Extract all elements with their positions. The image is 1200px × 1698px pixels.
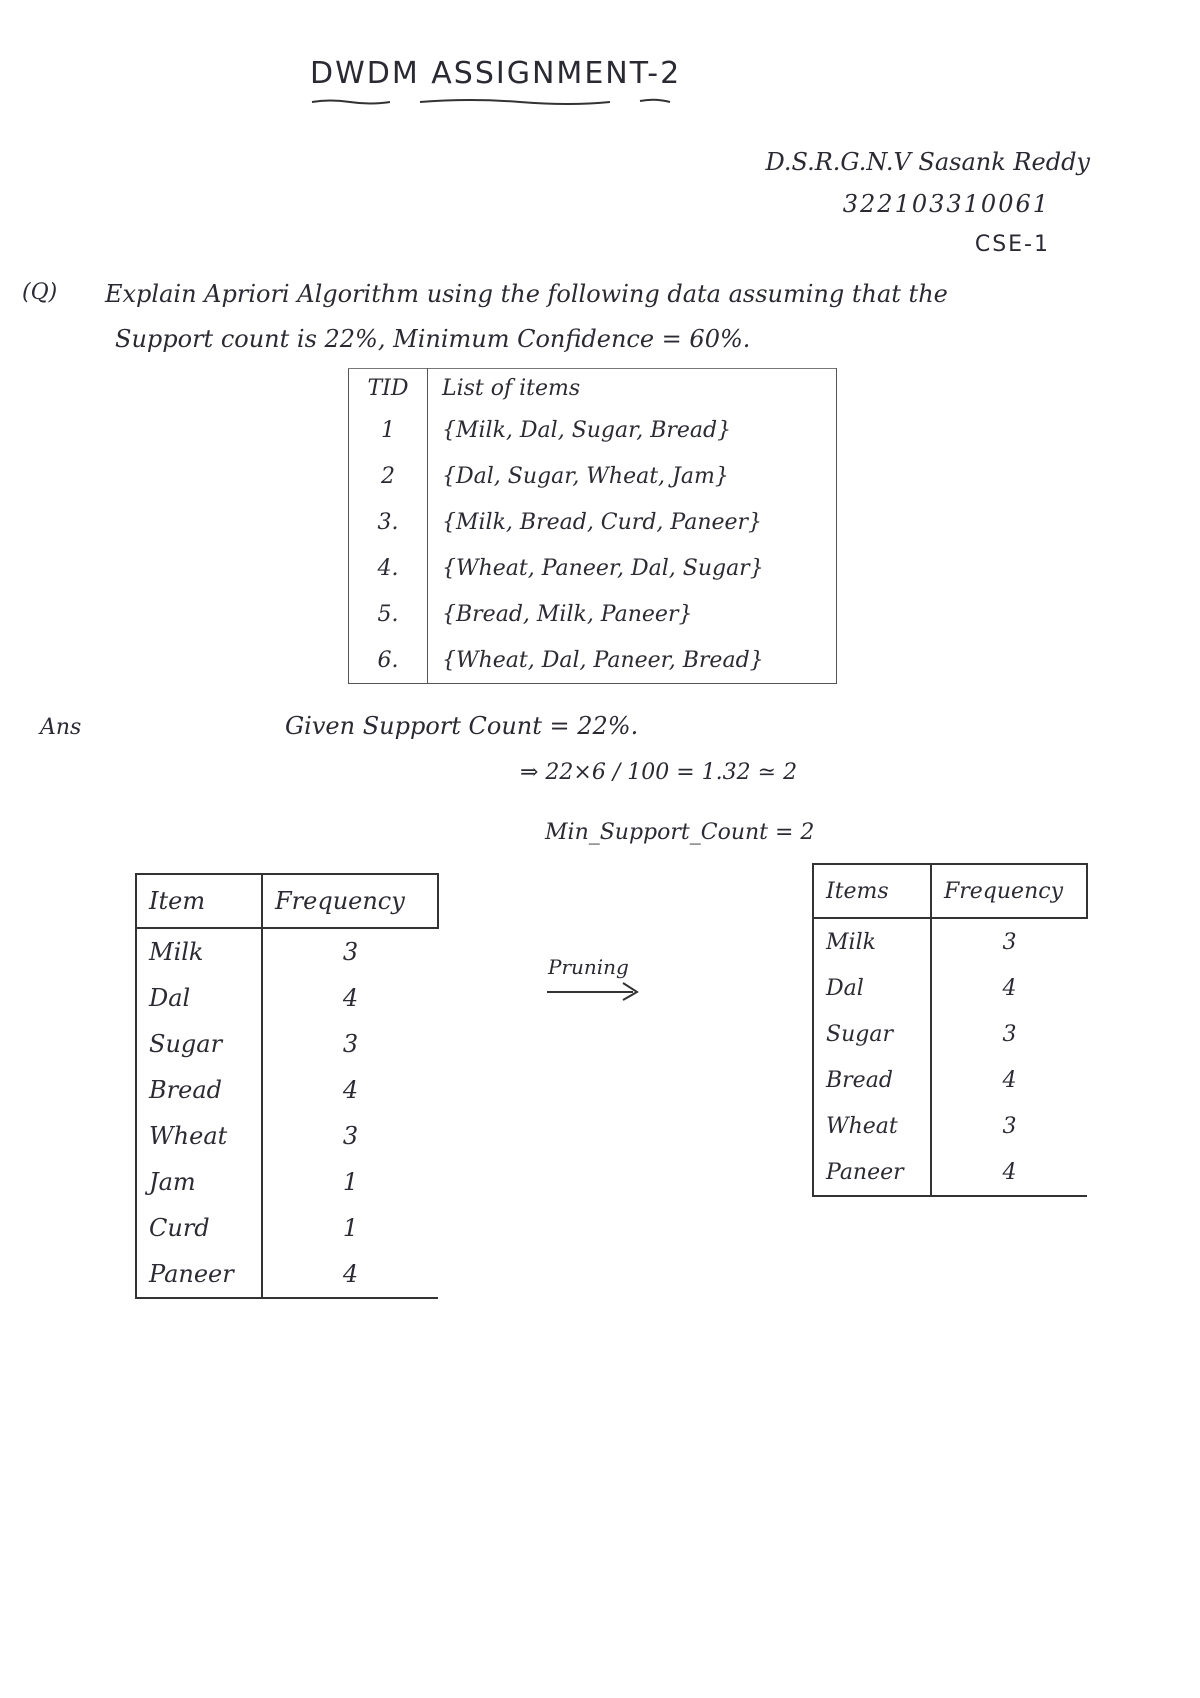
frequency-cell: 3	[1002, 929, 1017, 955]
tid-cell: 4.	[349, 545, 428, 591]
table-row	[813, 1057, 1087, 1103]
item-cell: Bread	[136, 1067, 262, 1113]
frequency-header: Frequency	[931, 864, 1087, 918]
frequency-cell: 1	[342, 1168, 359, 1196]
section-label: CSE-1	[974, 232, 1050, 257]
frequency-cell: 4	[262, 1251, 438, 1298]
item-cell: Bread	[813, 1057, 931, 1103]
item-cell: Sugar	[136, 1021, 262, 1067]
table-row	[136, 1113, 438, 1159]
table-row	[349, 637, 837, 684]
table-row	[136, 975, 438, 1021]
support-calculation: ⇒ 22×6 / 100 = 1.32 ≃ 2	[520, 760, 798, 785]
item-cell: Paneer	[813, 1149, 931, 1196]
min-support-text: Min_Support_Count = 2	[545, 820, 815, 845]
items-cell: {Dal, Sugar, Wheat, Jam}	[428, 453, 837, 499]
roll-number: 322103310061	[842, 190, 1050, 218]
table-row	[136, 1021, 438, 1067]
answer-label: Ans	[40, 715, 82, 740]
item-cell: Sugar	[813, 1011, 931, 1057]
table-row	[813, 1011, 1087, 1057]
transactions-table	[348, 368, 837, 684]
frequency-cell: 4	[342, 984, 359, 1012]
item-cell: Wheat	[136, 1113, 262, 1159]
question-line-2: Support count is 22%, Minimum Confidence = 60%.	[115, 325, 751, 353]
page-title: DWDM ASSIGNMENT-2	[310, 56, 682, 91]
item-cell: Dal	[136, 975, 262, 1021]
author-name: D.S.R.G.N.V Sasank Reddy	[765, 148, 1090, 176]
question-label: (Q)	[22, 280, 58, 305]
frequency-cell: 4	[931, 1149, 1087, 1196]
frequency-cell: 3	[342, 938, 359, 966]
table-row	[349, 591, 837, 637]
items-cell: {Milk, Dal, Sugar, Bread}	[428, 407, 837, 453]
table-row	[813, 965, 1087, 1011]
table-row	[813, 1103, 1087, 1149]
table-row	[813, 918, 1087, 965]
item-cell: Milk	[813, 918, 931, 965]
item-cell: Milk	[136, 928, 262, 975]
question-line-1: Explain Apriori Algorithm using the following data assuming that the	[105, 280, 948, 308]
pruning-label: Pruning	[548, 955, 629, 979]
table-row	[349, 453, 837, 499]
item-cell: Paneer	[136, 1251, 262, 1298]
table-row	[813, 1149, 1087, 1196]
table-row	[349, 407, 837, 453]
frequency-cell: 3	[342, 1030, 359, 1058]
item-cell: Jam	[136, 1159, 262, 1205]
table-row	[136, 1159, 438, 1205]
frequency-table-l1	[812, 863, 1088, 1197]
items-header: Items	[813, 864, 931, 918]
tid-cell: 6.	[349, 637, 428, 684]
table-header-row	[349, 369, 837, 408]
items-cell: {Bread, Milk, Paneer}	[428, 591, 837, 637]
tid-cell: 2	[349, 453, 428, 499]
frequency-cell: 1	[342, 1214, 359, 1242]
frequency-cell: 4	[1002, 1067, 1017, 1093]
table-header-row	[136, 874, 438, 928]
item-header: Item	[136, 874, 262, 928]
frequency-cell: 3	[1002, 1113, 1017, 1139]
table-row	[349, 499, 837, 545]
tid-cell: 1	[349, 407, 428, 453]
title-underline	[310, 96, 700, 106]
items-header: List of items	[428, 369, 837, 408]
table-row	[136, 1067, 438, 1113]
tid-cell: 3.	[349, 499, 428, 545]
item-cell: Dal	[813, 965, 931, 1011]
tid-header: TID	[349, 369, 428, 408]
table-row	[136, 1251, 438, 1298]
frequency-cell: 3	[342, 1122, 359, 1150]
frequency-table-c1	[135, 873, 439, 1299]
frequency-cell: 3	[1002, 1021, 1017, 1047]
frequency-cell: 4	[342, 1076, 359, 1104]
item-cell: Curd	[136, 1205, 262, 1251]
table-row	[136, 1205, 438, 1251]
right-arrow-icon	[545, 978, 645, 1002]
items-cell: {Milk, Bread, Curd, Paneer}	[428, 499, 837, 545]
items-cell: {Wheat, Paneer, Dal, Sugar}	[428, 545, 837, 591]
tid-cell: 5.	[349, 591, 428, 637]
frequency-header: Frequency	[262, 874, 438, 928]
item-cell: Wheat	[813, 1103, 931, 1149]
table-row	[349, 545, 837, 591]
given-support-text: Given Support Count = 22%.	[285, 712, 639, 740]
items-cell: {Wheat, Dal, Paneer, Bread}	[428, 637, 837, 684]
frequency-cell: 4	[1002, 975, 1017, 1001]
table-header-row	[813, 864, 1087, 918]
table-row	[136, 928, 438, 975]
